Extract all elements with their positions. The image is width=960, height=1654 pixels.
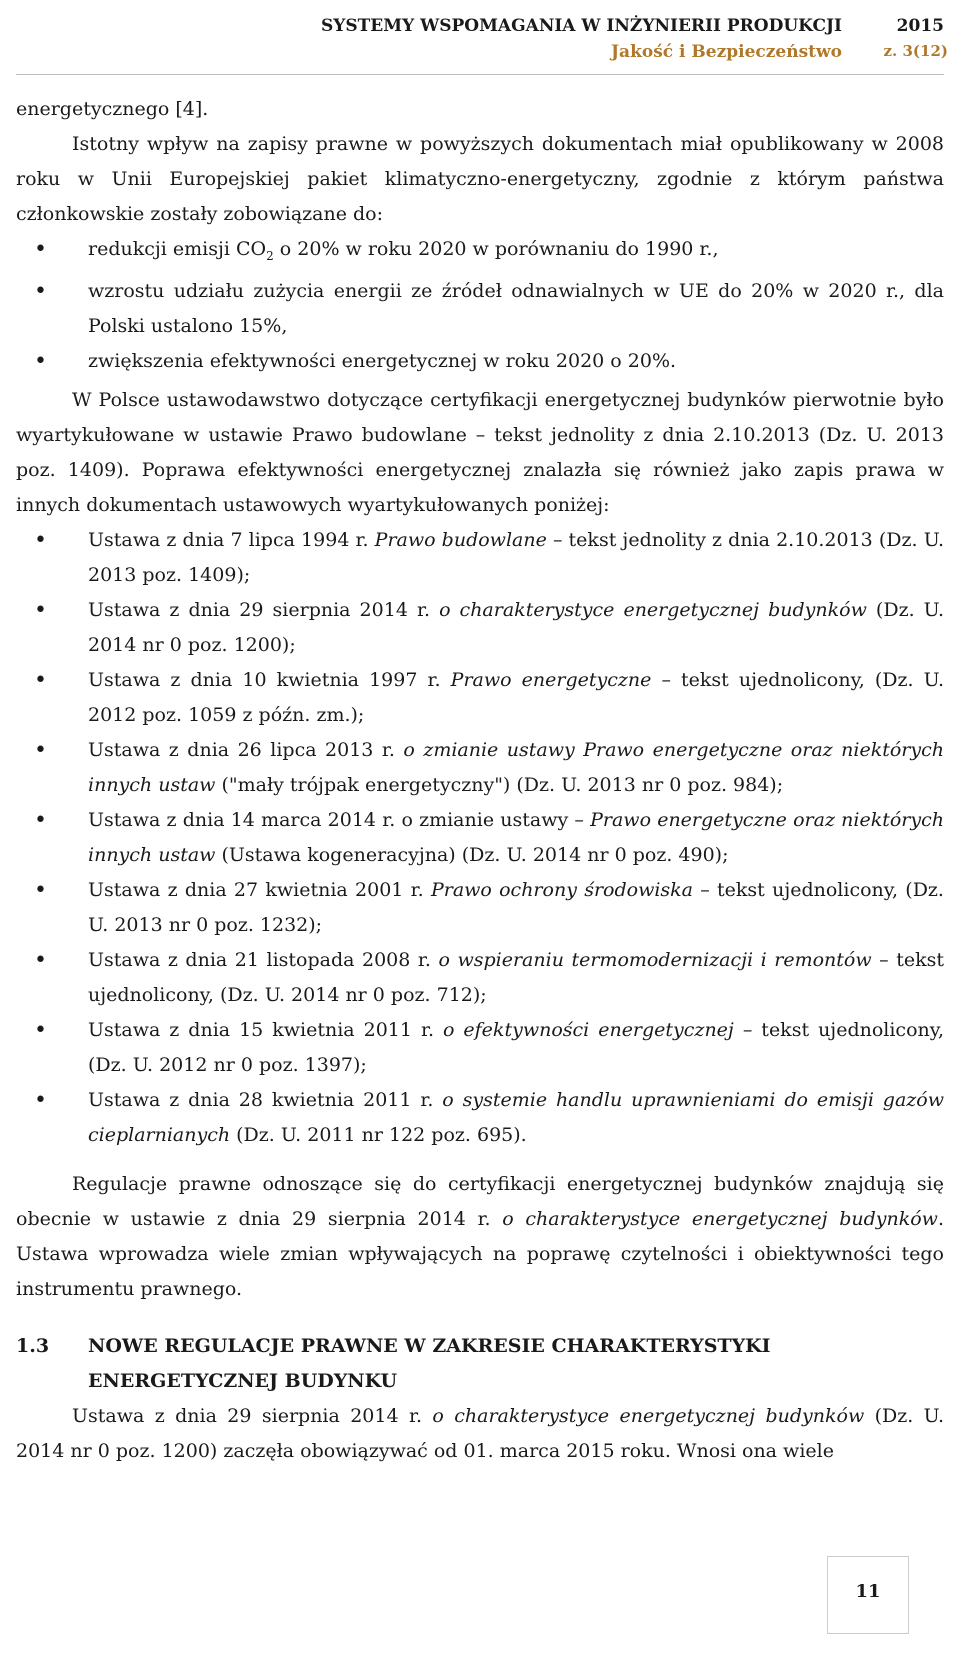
paragraph-new-act: Ustawa z dnia 29 sierpnia 2014 r. o charakterystyce energetycznej budynków (Dz. U. 2014 nr 0 poz. 1200) zaczęła obowiązywać od 01. marca 2015 roku. Wnosi ona wiele xyxy=(16,1404,944,1462)
paragraph-polish-law: W Polsce ustawodawstwo dotyczące certyfikacji energetycznej budynków pierwotnie było wyartykułowane w ustawie Prawo budowlane – tekst jednolity z dnia 2.10.2013 (Dz. U. 2013 poz. 1409). Poprawa efektywności energetycznej znalazła się również jako zapis prawa w innych dokumentach ustawowych wyartykułowanych poniżej: xyxy=(16,388,944,516)
section-heading xyxy=(16,1329,944,1399)
page-header xyxy=(0,8,960,68)
page-body xyxy=(16,92,944,1469)
list-item: • Ustawa z dnia 27 kwietnia 2001 r. Prawo ochrony środowiska – tekst ujednolicony, (Dz. U. 2013 nr 0 poz. 1232); xyxy=(16,873,944,943)
journal-issue: z. 3(12) xyxy=(883,42,948,60)
journal-year: 2015 xyxy=(896,16,944,36)
list-item: • Ustawa z dnia 28 kwietnia 2011 r. o systemie handlu uprawnieniami do emisji gazów cieplarnianych (Dz. U. 2011 nr 122 poz. 695). xyxy=(16,1083,944,1153)
section-title: NOWE REGULACJE PRAWNE W ZAKRESIE CHARAKTERYSTYKI ENERGETYCZNEJ BUDYNKU xyxy=(88,1334,771,1392)
list-item: • Ustawa z dnia 10 kwietnia 1997 r. Prawo energetyczne – tekst ujednolicony, (Dz. U. 2012 poz. 1059 z późn. zm.); xyxy=(16,663,944,733)
list-item: • Ustawa z dnia 14 marca 2014 r. o zmianie ustawy – Prawo energetyczne oraz niektórych innych ustaw (Ustawa kogeneracyjna) (Dz. U. 2014 nr 0 poz. 490); xyxy=(16,803,944,873)
paragraph-regulations: Regulacje prawne odnoszące się do certyfikacji energetycznej budynków znajdują się obecnie w ustawie z dnia 29 sierpnia 2014 r. o charakterystyce energetycznej budynków. Ustawa wprowadza wiele zmian wpływających na poprawę czytelności i obiektywności tego instrumentu prawnego. xyxy=(16,1172,944,1300)
list-item: • zwiększenia efektywności energetycznej w roku 2020 o 20%. xyxy=(16,344,944,379)
acts-list xyxy=(16,523,944,1153)
list-item: • Ustawa z dnia 7 lipca 1994 r. Prawo budowlane – tekst jednolity z dnia 2.10.2013 (Dz. U. 2013 poz. 1409); xyxy=(16,523,944,593)
list-item: • redukcji emisji $CO_2$ o 20% w roku 2020 w porównaniu do 1990 r., xyxy=(16,232,944,274)
section-number: 1.3 xyxy=(16,1334,50,1357)
page-number: 11 xyxy=(855,1581,881,1602)
journal-section: Jakość i Bezpieczeństwo xyxy=(611,42,842,62)
obligations-list xyxy=(16,232,944,379)
journal-title: SYSTEMY WSPOMAGANIA W INŻYNIERII PRODUKCJI xyxy=(320,16,842,36)
header-divider xyxy=(16,74,944,75)
list-item: • Ustawa z dnia 29 sierpnia 2014 r. o charakterystyce energetycznej budynków (Dz. U. 2014 nr 0 poz. 1200); xyxy=(16,593,944,663)
paragraph-climate-package: Istotny wpływ na zapisy prawne w powyższych dokumentach miał opublikowany w 2008 roku w Unii Europejskiej pakiet klimatyczno-energetyczny, zgodnie z którym państwa członkowskie zostały zobowiązane do: xyxy=(16,133,944,225)
paragraph-continuation: energetycznego [4]. xyxy=(16,98,209,120)
list-item: • wzrostu udziału zużycia energii ze źródeł odnawialnych w UE do 20% w 2020 r., dla Polski ustalono 15%, xyxy=(16,274,944,344)
page-number-box xyxy=(827,1556,909,1634)
list-item: • Ustawa z dnia 21 listopada 2008 r. o wspieraniu termomodernizacji i remontów – tekst ujednolicony, (Dz. U. 2014 nr 0 poz. 712); xyxy=(16,943,944,1013)
list-item: • Ustawa z dnia 26 lipca 2013 r. o zmianie ustawy Prawo energetyczne oraz niektórych innych ustaw ("mały trójpak energetyczny") (Dz. U. 2013 nr 0 poz. 984); xyxy=(16,733,944,803)
list-item: • Ustawa z dnia 15 kwietnia 2011 r. o efektywności energetycznej – tekst ujednolicony, (Dz. U. 2012 nr 0 poz. 1397); xyxy=(16,1013,944,1083)
